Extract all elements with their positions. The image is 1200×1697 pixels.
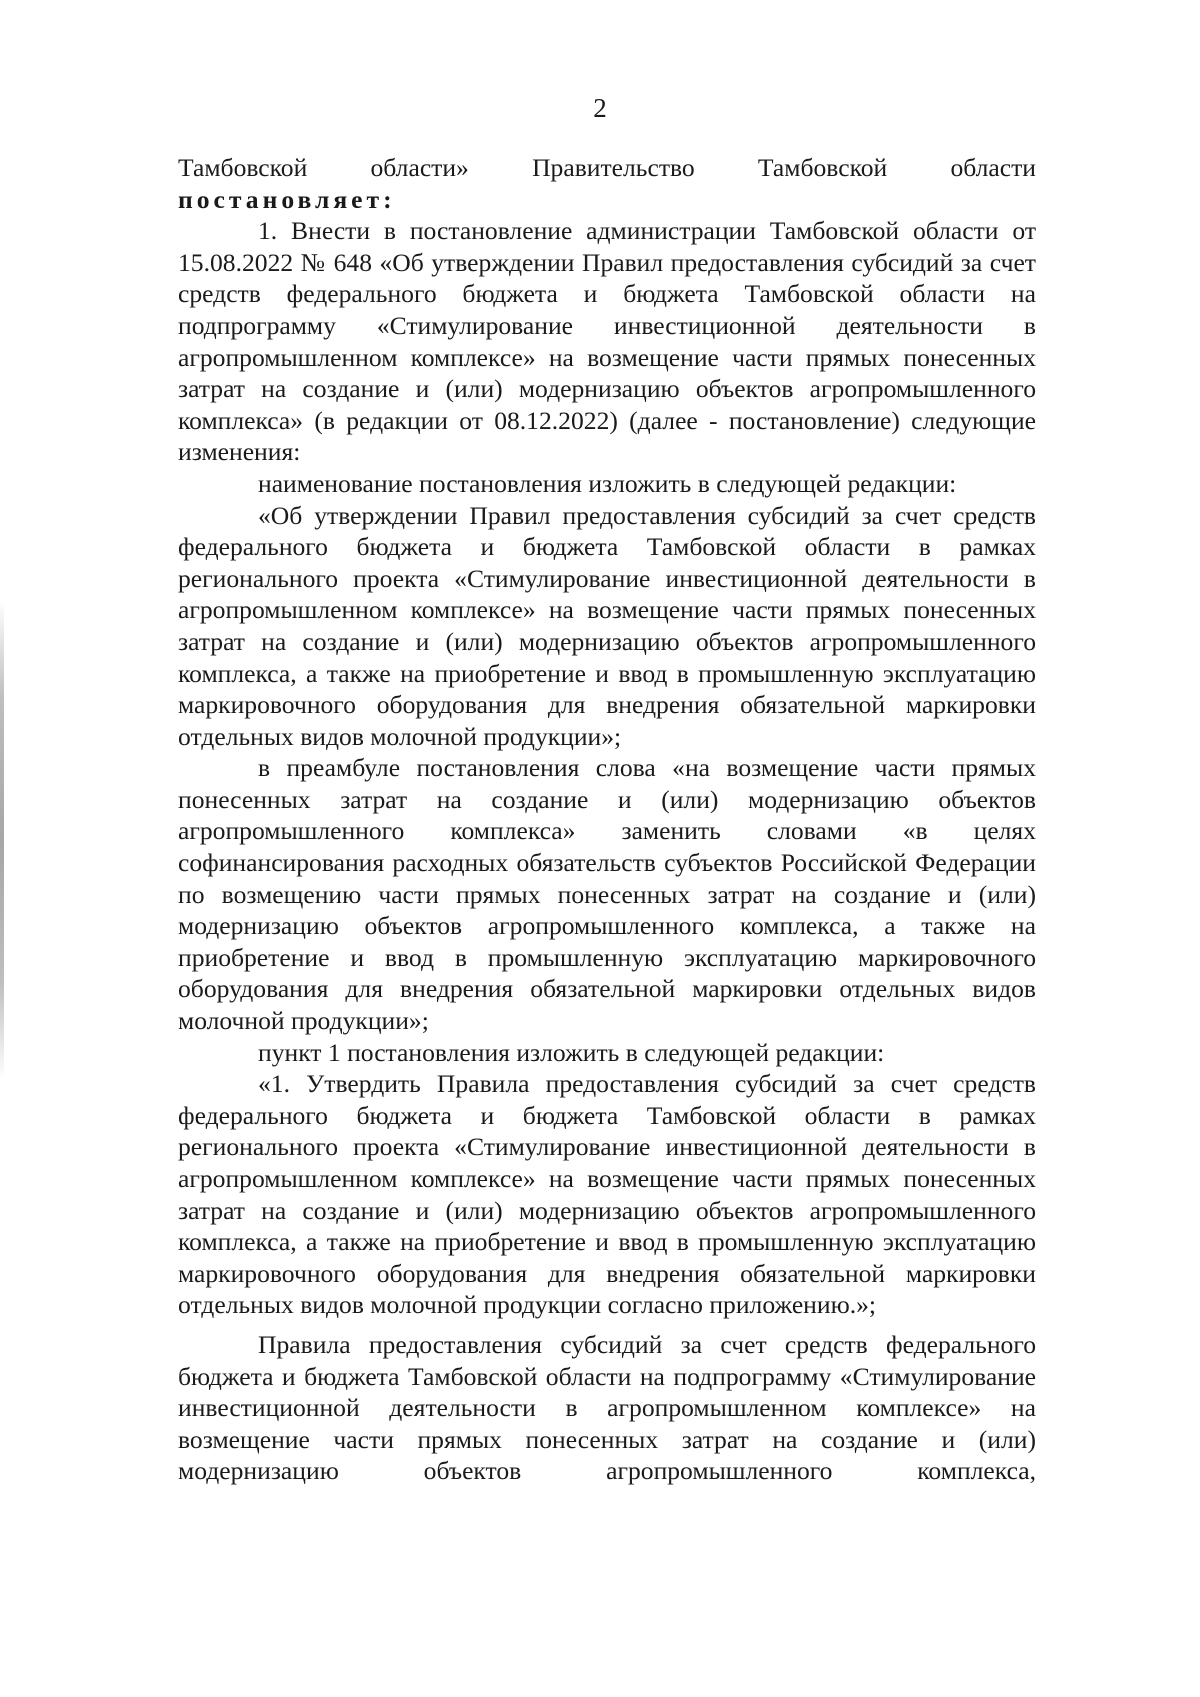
decree-word: постановляет:	[178, 184, 396, 214]
paragraph-title-change: наименование постановления изложить в следующей редакции:	[258, 468, 957, 498]
intro-line: Тамбовской области» Правительство Тамбовской области	[178, 153, 1036, 182]
paragraph-amend-decree: 1. Внести в постановление администрации Тамбовской области от 15.08.2022 № 648 «Об утверждении Правил предоставления субсидий за счет средств федерального бюджета и бюджета Тамбовской области на подпрограмму «Стимулирование инвестиционной деятельности в агропромышленном комплексе» на возмещение части прямых понесенных затрат на создание и (или) модернизацию объектов агропромышленного комплекса» (в редакции от 08.12.2022) (далее - постановление) следующие изменения:	[178, 216, 1036, 467]
paragraph-preamble-change: в преамбуле постановления слова «на возмещение части прямых понесенных затрат на создание и (или) модернизацию объектов агропромышленного комплекса» заменить словами «в целях софинансирования расходных обязательств субъектов Российской Федерации по возмещению части прямых понесенных затрат на создание и (или) модернизацию объектов агропромышленного комплекса, а также на приобретение и ввод в промышленную эксплуатацию маркировочного оборудования для внедрения обязательной маркировки отдельных видов молочной продукции»;	[178, 753, 1036, 1036]
paragraph-rules: Правила предоставления субсидий за счет средств федерального бюджета и бюджета Тамбовской области на подпрограмму «Стимулирование инвестиционной деятельности в агропромышленном комплексе» на возмещение части прямых понесенных затрат на создание и (или) модернизацию объектов агропромышленного комплекса,	[178, 1329, 1036, 1486]
paragraph-new-title: «Об утверждении Правил предоставления субсидий за счет средств федерального бюджета и бюджета Тамбовской области в рамках регионального проекта «Стимулирование инвестиционной деятельности в агропромышленном комплексе» на возмещение части прямых понесенных затрат на создание и (или) модернизацию объектов агропромышленного комплекса, а также на приобретение и ввод в промышленную эксплуатацию маркировочного оборудования для внедрения обязательной маркировки отдельных видов молочной продукции»;	[178, 500, 1036, 751]
paragraph-item1-change: пункт 1 постановления изложить в следующей редакции:	[258, 1037, 885, 1067]
page-number: 2	[593, 93, 607, 123]
paragraph-new-item1: «1. Утвердить Правила предоставления субсидий за счет средств федерального бюджета и бюджета Тамбовской области в рамках регионального проекта «Стимулирование инвестиционной деятельности в агропромышленном комплексе» на возмещение части прямых понесенных затрат на создание и (или) модернизацию объектов агропромышленного комплекса, а также на приобретение и ввод в промышленную эксплуатацию маркировочного оборудования для внедрения обязательной маркировки отдельных видов молочной продукции согласно приложению.»;	[178, 1069, 1036, 1320]
scan-edge-shadow	[0, 600, 4, 1080]
document-body	[178, 152, 1036, 1487]
